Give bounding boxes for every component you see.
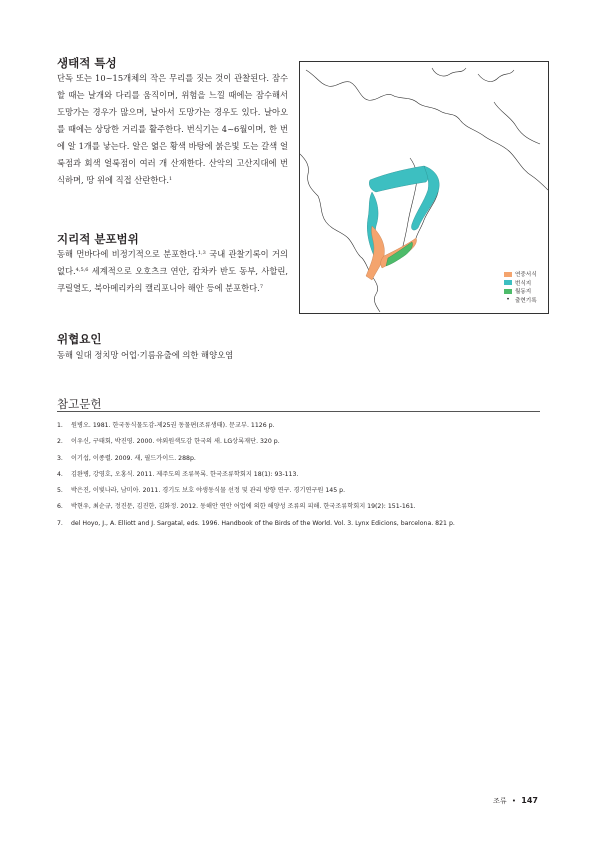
legend-item-wintering: [504, 287, 537, 296]
section-title-ecology: 생태적 특성: [57, 56, 117, 70]
reference-number: 5.: [57, 487, 63, 495]
page-number: 147: [521, 796, 538, 805]
reference-item: [57, 418, 547, 434]
reference-text: 김완병, 강영호, 오홍식. 2011. 제주도의 조류목록. 한국조류학회지 18(1): 93-113.: [71, 470, 299, 478]
reference-text: 이우신, 구태회, 박진영. 2000. 야외원색도감 한국의 새. LG상록재단. 320 p.: [71, 438, 280, 446]
legend-item-sighting: [504, 296, 537, 305]
sighting-dot-icon: •: [506, 296, 510, 304]
section-title-distribution: 지리적 분포범위: [57, 232, 139, 246]
breeding-area-okhotsk: [369, 166, 429, 192]
reference-text: 이기섭, 이종렬. 2009. 새, 필드가이드. 288p.: [71, 454, 196, 462]
reference-number: 4.: [57, 470, 63, 478]
legend-item-resident: [504, 270, 537, 279]
legend-label: 번식지: [515, 280, 532, 287]
legend-swatch: [504, 289, 512, 294]
legend-item-breeding: [504, 279, 537, 288]
reference-number: 6.: [57, 503, 63, 511]
distribution-text-3: 세계적으로 오호츠크 연안, 캄차카 반도 동부, 사할린, 쿠릴열도, 북아메리카의 캘리포니아 해안 등에 분포한다.: [57, 266, 288, 293]
reference-item: [57, 434, 547, 450]
japan-coast: [372, 276, 380, 312]
legend-swatch: [504, 272, 512, 277]
reference-text: 박은진, 이빛나라, 남미아. 2011. 경기도 보호 야생동식물 선정 및 관리 방향 연구. 경기연구원 145 p.: [71, 487, 346, 495]
threats-text: 동해 일대 정치망 어업·기름유출에 의한 해양오염: [57, 350, 234, 360]
arctic-island: [478, 70, 514, 81]
references-list: [57, 418, 547, 532]
distribution-paragraph: [57, 246, 288, 297]
reference-item: [57, 499, 547, 515]
distribution-text-1: 동해 먼바다에 비정기적으로 분포한다.: [57, 249, 198, 259]
footer-separator: •: [511, 797, 517, 805]
reference-item: [57, 483, 547, 499]
footer-section: 조류: [493, 797, 507, 805]
legend-label: 월동지: [515, 289, 532, 296]
ecology-paragraph: [57, 70, 288, 189]
page-footer: [493, 796, 538, 806]
arctic-island: [432, 68, 466, 76]
distribution-text-2: 국내 관찰기록이 거의 없다.: [57, 249, 288, 276]
reference-text: 원병오. 1981. 한국동식물도감-제25권 동물편(조류생태). 문교부. 1126 p.: [71, 422, 275, 429]
citation-ref: 1: [169, 176, 173, 182]
continent-east-coast: [300, 154, 372, 276]
section-title-threats: 위협요인: [57, 332, 102, 346]
distribution-map: [299, 61, 549, 314]
references-divider: [57, 411, 540, 412]
reference-number: 1.: [57, 422, 63, 429]
references-title: 참고문헌: [57, 397, 102, 411]
reference-item: [57, 516, 547, 532]
reference-number: 2.: [57, 438, 63, 446]
legend-label: 출현기록: [515, 297, 537, 304]
legend-label: 연중서식: [515, 272, 537, 279]
reference-number: 7.: [57, 519, 63, 527]
reference-item: [57, 451, 547, 467]
citation-ref: 7: [259, 284, 263, 290]
alaska-coast: [494, 102, 540, 144]
reference-text: del Hoyo, J., A. Elliott and J. Sargatal, eds. 1996. Handbook of the Birds of the World. Vol. 3. Lynx Edicions, barcelona. 821 p.: [71, 519, 455, 527]
citation-ref: 1,3: [197, 250, 206, 256]
map-legend: [504, 270, 537, 304]
ecology-text: 단독 또는 10~15개체의 작은 무리를 짓는 것이 관찰된다. 잠수할 때는 날개와 다리를 움직이며, 위험을 느낄 때에는 잠수해서 도망가는 경우가 많으며, 날아서 도망가는 경우도 있다. 날아오를 때에는 상당한 거리를 활주한다. 번식기는 4~6월이며, 한 번에 알 1개를 낳는다. 알은 엷은 황색 바탕에 붉은빛 도는 갈색 얼룩점과 회색 얼룩점이 여러 개 산재한다. 산악의 고산지대에 번식하며, 땅 위에 직접 산란한다.: [57, 73, 288, 185]
legend-swatch: [504, 280, 512, 285]
citation-ref: 4,5,6: [75, 267, 89, 273]
reference-number: 3.: [57, 454, 63, 462]
reference-text: 박현우, 최순규, 정진문, 김진한, 김화정. 2012. 동해안 연안 어업에 의한 해양성 조류의 피해. 한국조류학회지 19(2): 151-161.: [71, 503, 416, 511]
reference-item: [57, 467, 547, 483]
